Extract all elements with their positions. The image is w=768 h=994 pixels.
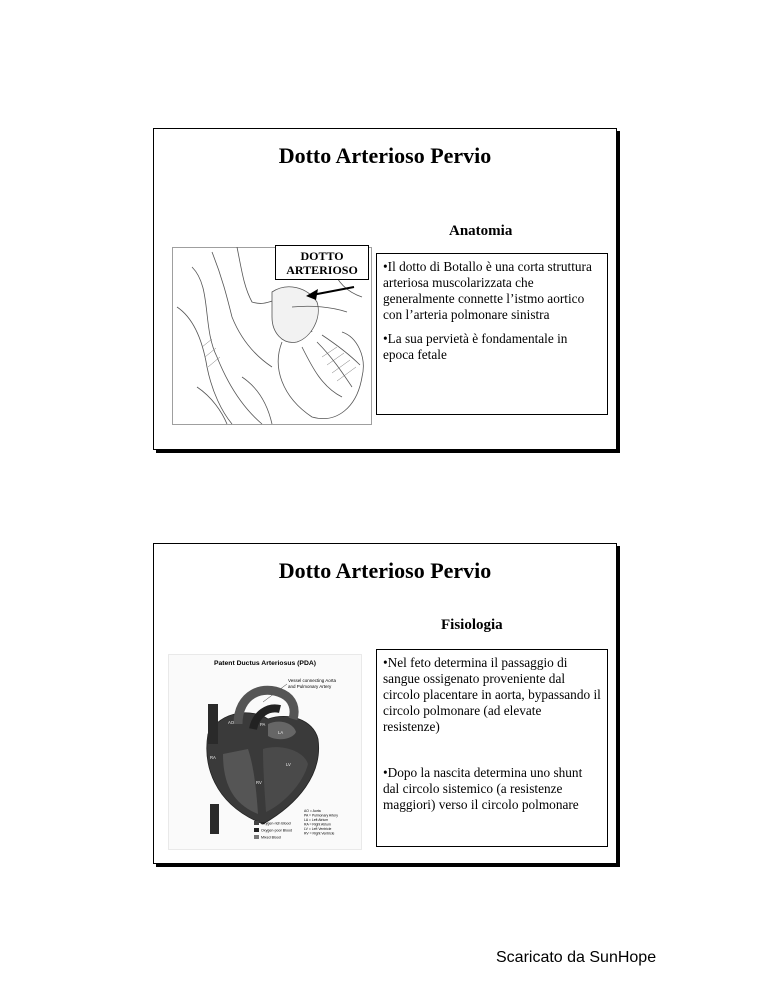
label-ra: RA: [210, 755, 216, 760]
slide-anatomia: [153, 128, 617, 450]
bullet-1: •Il dotto di Botallo è una corta struttura arteriosa muscolarizzata che generalmente connette l’istmo aortico con l’arteria polmonare sinistra: [383, 259, 592, 322]
ductus-label-line2: ARTERIOSO: [286, 263, 358, 277]
vessel-label-line1: Vessel connecting Aorta: [288, 678, 337, 683]
ductus-label: [275, 245, 369, 280]
bullet-2: •La sua pervietà è fondamentale in epoca fetale: [383, 331, 568, 362]
bullet-1: •Nel feto determina il passaggio di sangue ossigenato proveniente dal circolo placentare in aorta, bypassando il circolo polmonare (ad elevate resistenze): [383, 655, 601, 734]
label-pa: PA: [260, 722, 266, 727]
abbrev-rv: RV = Right Ventricle: [304, 831, 335, 836]
abbrev-ra: RA = Right Atrium: [304, 822, 331, 827]
footer-watermark: Scaricato da SunHope: [496, 949, 657, 966]
abbrev-la: LA = Left Atrium: [304, 818, 329, 822]
slide-title: Dotto Arterioso Pervio: [278, 143, 492, 168]
abbrev-ao: AO = Aorta: [304, 809, 321, 813]
anatomia-textbox: [376, 253, 608, 415]
slide-title: Dotto Arterioso Pervio: [278, 558, 492, 583]
legend-oxygen-rich: Oxygen-rich Blood: [261, 821, 291, 826]
vessel-label-line2: and Pulmonary Artery: [288, 684, 332, 689]
section-heading: Fisiologia: [441, 617, 503, 633]
label-lv: LV: [286, 762, 291, 767]
section-heading: Anatomia: [449, 223, 513, 239]
slide-fisiologia: [153, 543, 617, 864]
abbrev-lv: LV = Left Ventricle: [304, 827, 332, 831]
pda-figure: [168, 654, 362, 850]
pda-figure-title: Patent Ductus Arteriosus (PDA): [213, 660, 317, 667]
legend-mixed: Mixed Blood: [261, 835, 281, 840]
abbrev-pa: PA = Pulmonary Artery: [304, 813, 338, 818]
legend-oxygen-poor: Oxygen-poor Blood: [261, 828, 292, 833]
label-rv: RV: [256, 780, 262, 785]
ductus-label-line1: DOTTO: [300, 249, 344, 263]
bullet-2: •Dopo la nascita determina uno shunt dal circolo sistemico (a resistenze maggiori) verso il circolo polmonare: [383, 765, 583, 812]
label-ao: AO: [228, 720, 235, 725]
fisiologia-textbox: [376, 649, 608, 847]
label-la: LA: [278, 730, 284, 735]
